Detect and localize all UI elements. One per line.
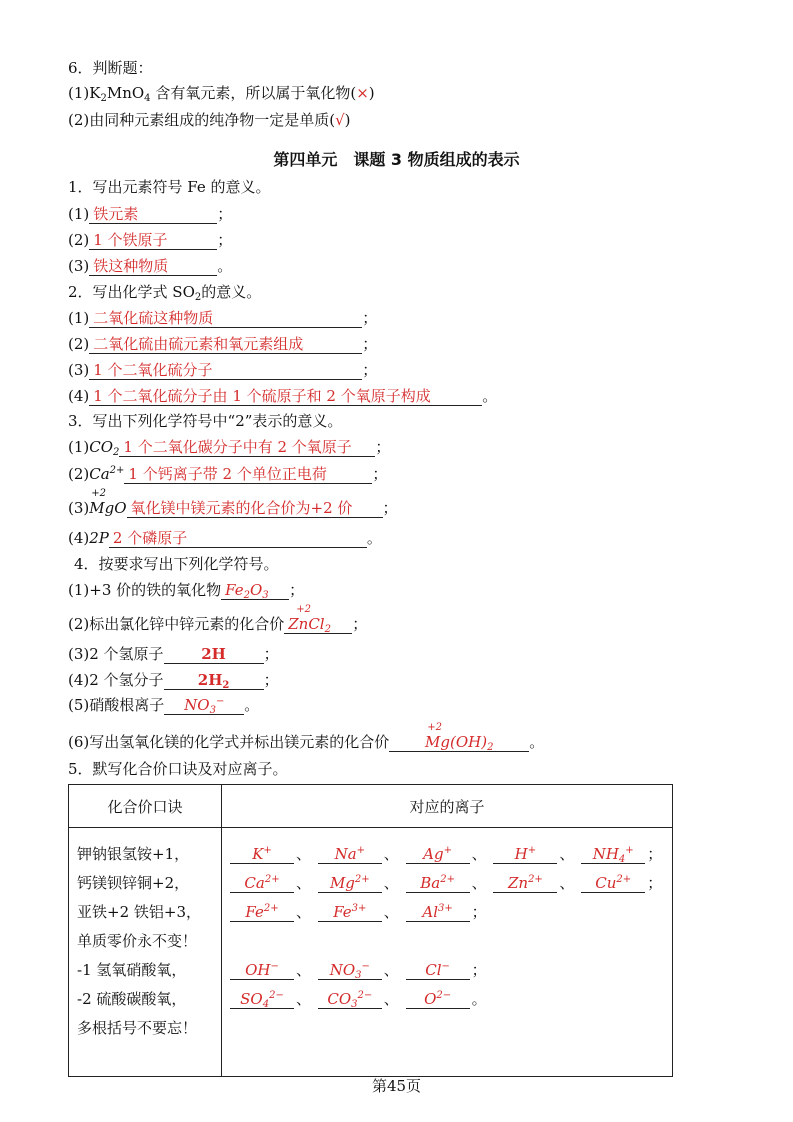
- ion-row-plus2: $Ca^{2+}$ 、 $Mg^{2+}$ 、 $Ba^{2+}$ 、 $Zn^{2+}$ 、 $Cu^{2+}$ ；: [228, 869, 672, 898]
- col-header-ions: 对应的离子: [222, 785, 673, 828]
- q4-item-1: (1)+3 价的铁的氧化物 $Fe_2O_3$ ；: [68, 581, 305, 601]
- q3-item-1: $(1)CO_2$ 1 个二氧化碳分子中有 2 个氧原子 ；: [68, 438, 391, 458]
- q2-item-2: (2) 二氧化硫由硫元素和氧元素组成 ；: [68, 335, 378, 353]
- page-title: 第四单元 课题 3 物质组成的表示: [273, 150, 520, 169]
- q2-item-4: (4) 1 个二氧化硫分子由 1 个硫原子和 2 个氧原子构成 。: [68, 387, 498, 405]
- q4-item-6: (6)写出氢氧化镁的化学式并标出镁元素的化合价 +2 $Mg(OH)_2$ 。: [68, 722, 545, 753]
- q6-answer-1: ×: [356, 84, 369, 102]
- q1-item-2: (2) 1 个铁原子 ；: [68, 231, 233, 249]
- q2-item-1: (1) 二氧化硫这种物质 ；: [68, 309, 378, 327]
- q3-item-3: (3) +2 MgO 氧化镁中镁元素的化合价为+2 价 ；: [68, 488, 398, 517]
- q2-heading: 2．写出化学式 $SO_2$的意义。: [68, 283, 262, 303]
- q1-heading: 1．写出元素符号 Fe 的意义。: [68, 178, 271, 196]
- rhyme-cell: 钾钠银氢铵+1， 钙镁钡锌铜+2， 亚铁+2 铁铝+3， 单质零价永不变！ -1 氢氧硝酸氧， -2 硫酸碳酸氧， 多根括号不要忘！: [69, 828, 222, 1077]
- q5-heading: 5．默写化合价口诀及对应离子。: [68, 760, 288, 778]
- q6-heading: 6．判断题：: [68, 59, 153, 77]
- ion-row-minus2: $SO_4^{2-}$ 、 $CO_3^{2-}$ 、 $O^{2-}$ 。: [228, 985, 672, 1014]
- q4-item-4: (4)2 个氢分子 $2H_2$ ；: [68, 671, 279, 691]
- col-header-rhyme: 化合价口诀: [69, 785, 222, 828]
- page-number: 第45页: [371, 1077, 422, 1095]
- q1-item-1: (1) 铁元素 ；: [68, 205, 233, 223]
- q6-answer-2: √: [335, 111, 345, 129]
- q2-item-3: (3) 1 个二氧化硫分子 ；: [68, 361, 378, 379]
- q3-item-4: (4)2P 2 个磷原子 。: [68, 529, 382, 547]
- q3-item-2: $(2)Ca^{2+}$ 1 个钙离子带 2 个单位正电荷 ；: [68, 465, 388, 483]
- ions-cell: [222, 828, 673, 1077]
- q4-heading: 4．按要求写出下列化学符号。: [74, 555, 279, 573]
- ion-row-fe-al: $Fe^{2+}$ 、 $Fe^{3+}$ 、 $Al^{3+}$ ；: [228, 898, 672, 927]
- valence-table: [68, 784, 673, 1077]
- q3-heading: 3．写出下列化学符号中“2”表示的意义。: [68, 412, 343, 430]
- q6-item-1: $(1)K_2MnO_4$ 含有氧元素，所以属于氧化物(×): [68, 84, 375, 104]
- q4-item-5: (5)硝酸根离子 $NO_3^-$ 。: [68, 696, 260, 716]
- q4-item-3: (3)2 个氢原子 2H ；: [68, 645, 279, 663]
- q4-item-2: (2)标出氯化锌中锌元素的化合价 +2 ZnCl$_2$ ；: [68, 604, 368, 635]
- ion-row-minus1: OH− 、 $NO_3^-$ 、 Cl− ；: [228, 956, 672, 985]
- q6-item-2: (2)由同种元素组成的纯净物一定是单质(√): [68, 111, 351, 129]
- q1-item-3: (3) 铁这种物质 。: [68, 257, 233, 275]
- ion-row-plus1: K+ 、 Na+ 、 Ag+ 、 H+ 、 $NH_4^+$ ；: [228, 840, 672, 869]
